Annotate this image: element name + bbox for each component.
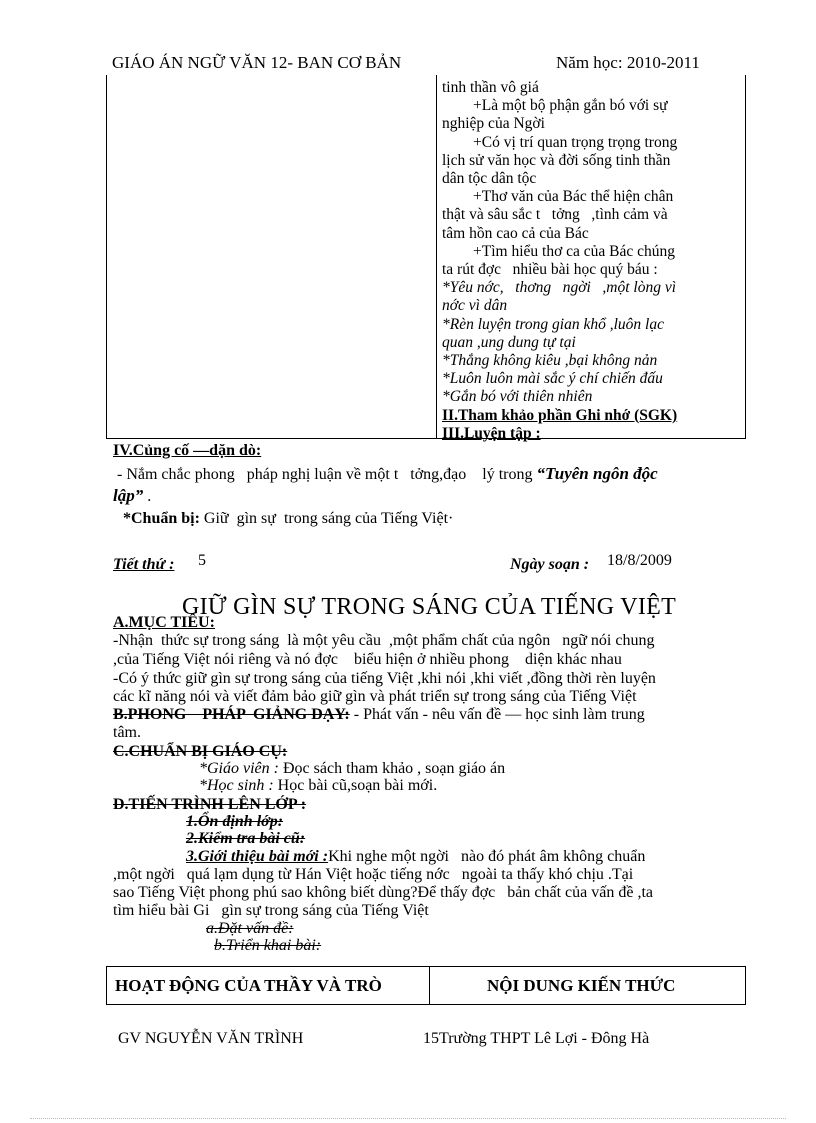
text-line: các kĩ năng nói và viết đảm bảo giữ gìn và phát triển sự trong sáng của Tiếng Việt [113, 688, 637, 705]
cungco-title: IV.Củng cố —dặn dò: [113, 442, 262, 459]
section-b [113, 706, 645, 724]
step-1: 1.Ổn định lớp: [186, 813, 284, 830]
text-line: ta rút đợc nhiều bài học quý báu : [442, 261, 658, 279]
section-b-title: B.PHONG PHÁP GIẢNG DẠY: [113, 706, 350, 723]
step-3-label: 3.Giới thiệu bài mới : [186, 848, 329, 865]
c2-text: Học bài cũ,soạn bài mới. [273, 777, 438, 794]
header-school-year: Năm học: 2010-2011 [556, 53, 700, 72]
text-line: nghiệp của Ngời [442, 115, 545, 133]
col-header-activities: HOẠT ĐỘNG CỦA THẦY VÀ TRÒ [115, 976, 382, 995]
cungco-trong: trong [498, 466, 537, 483]
lesson-title: GIỮ GÌN SỰ TRONG SÁNG CỦA TIẾNG VIỆT [182, 594, 677, 620]
italic-line: *Luôn luôn mài sắc ý chí chiến đấu [442, 370, 663, 388]
italic-line: quan ,ung dung tự tại [442, 333, 576, 351]
text-line: thật và sâu sắc t tởng ,tình cảm và [442, 206, 668, 224]
lesson-label: Tiết thứ : [113, 556, 175, 573]
section-c-title: C.CHUẨN BỊ GIÁO CỤ: [113, 743, 288, 760]
text-line: -Nhận thức sự trong sáng là một yêu cầu ,một phẩm chất của ngôn ngữ nói chung [113, 632, 655, 649]
cungco-text: - Nắm chắc phong pháp nghị luận về một t tởng,đạo lý [113, 466, 499, 483]
footer-school: Trường THPT Lê Lợi - Đông Hà [439, 1030, 650, 1047]
c2-label: *Học sinh : [199, 777, 274, 794]
section-d-title: D.TIẾN TRÌNH LÊN LỚP : [113, 796, 307, 813]
text-line: tâm. [113, 724, 141, 741]
text-line: lịch sử văn học và đời sống tinh thần [442, 151, 671, 169]
text-line: +Thơ văn của Bác thể hiện chân [442, 188, 674, 206]
cungco-line [113, 464, 658, 484]
content-table-top [106, 75, 746, 442]
section-heading: III.Luyện tập : [442, 424, 541, 442]
text-line: +Là một bộ phận gắn bó với sự [442, 97, 668, 115]
cungco-work-title-end: lập” [113, 486, 144, 505]
italic-line: *Gắn bó với thiên nhiên [442, 388, 593, 406]
date-label: Ngày soạn : [510, 556, 590, 573]
section-a-title: A.MỤC TIÊU: [113, 614, 215, 631]
prep-text: Giữ gìn sự trong sáng của Tiếng Việt· [199, 510, 454, 527]
section-heading: II.Tham khảo phần Ghi nhớ (SGK) [442, 406, 678, 424]
text-line: tìm hiểu bài Gi gìn sự trong sáng của Tiếng Việt [113, 902, 429, 919]
header-left: GIÁO ÁN NGỮ VĂN 12- BAN CƠ BẢN [112, 53, 402, 72]
step-3 [186, 848, 645, 866]
page-bottom-border [30, 1118, 786, 1119]
italic-line: *Rèn luyện trong gian khổ ,luôn lạc [442, 315, 664, 333]
text-line: dân tộc dân tộc [442, 170, 537, 188]
prep-line [123, 510, 453, 528]
c1-label: *Giáo viên : [199, 760, 279, 777]
prep-label: *Chuẩn bị: [123, 510, 200, 527]
text-line: +Tìm hiểu thơ ca của Bác chúng [442, 242, 676, 260]
date-value: 18/8/2009 [607, 552, 672, 569]
italic-line: nớc vì dân [442, 297, 508, 315]
sub-a: a.Đặt vấn đề: [206, 920, 294, 937]
text-line: ,của Tiếng Việt nói riêng và nó đợc biểu hiện ở nhiều phong diện khác nhau [113, 651, 622, 668]
table-divider [429, 967, 430, 1004]
c1-line [199, 760, 505, 778]
step-3-text: Khi nghe một ngời nào đó phát âm không chuẩn [328, 848, 646, 865]
right-column-content [442, 79, 744, 443]
page-number: 15 [423, 1030, 439, 1047]
cungco-period: . [143, 488, 152, 505]
activity-table-header [106, 966, 746, 1005]
sub-b: b.Triển khai bài: [214, 937, 322, 954]
col-header-content: NỘI DUNG KIẾN THỨC [487, 976, 676, 995]
text-line: tinh thần vô giá [442, 79, 539, 96]
cungco-work-title: “Tuyên ngôn độc [536, 464, 658, 483]
c1-text: Đọc sách tham khảo , soạn giáo án [278, 760, 506, 777]
text-line: tâm hồn cao cả của Bác [442, 224, 589, 242]
lesson-number: 5 [198, 552, 206, 569]
italic-line: *Thắng không kiêu ,bại không nản [442, 352, 658, 370]
footer-right [423, 1030, 649, 1048]
text-line: +Có vị trí quan trọng trọng trong [442, 133, 678, 151]
step-2: 2.Kiểm tra bài cũ: [186, 830, 306, 847]
italic-line: *Yêu nớc, thơng ngời ,một lòng vì [442, 279, 677, 297]
c2-line [199, 777, 437, 795]
section-b-text: - Phát vấn - nêu vấn đề — học sinh làm trung [349, 706, 645, 723]
cungco-line2 [113, 486, 151, 506]
text-line: -Có ý thức giữ gìn sự trong sáng của tiếng Việt ,khi nói ,khi viết ,đồng thời rèn luyện [113, 670, 656, 687]
text-line: sao Tiếng Việt phong phú sao không biết dùng?Để thấy đợc bản chất của vấn đề ,ta [113, 884, 653, 901]
table-divider [436, 75, 437, 438]
text-line: ,một ngời quá lạm dụng từ Hán Việt hoặc tiếng nớc ngoài ta thấy khó chịu .Tại [113, 866, 634, 883]
footer-teacher: GV NGUYỄN VĂN TRÌNH [118, 1030, 304, 1047]
